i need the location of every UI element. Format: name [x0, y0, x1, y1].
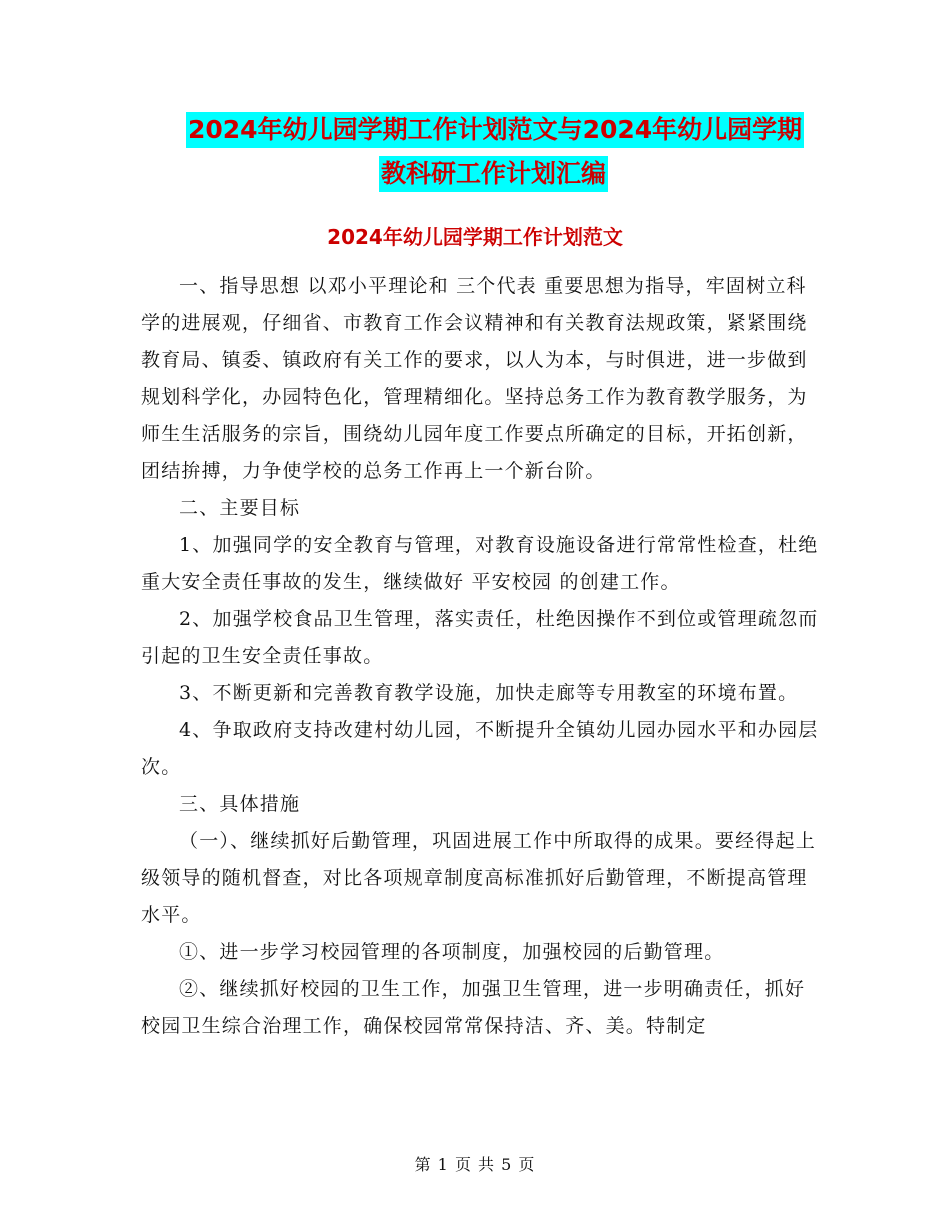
- paragraph-guiding-ideology: 一、指导思想 以邓小平理论和 三个代表 重要思想为指导，牢固树立科学的进展观，仔细省、市教育工作会议精神和有关教育法规政策，紧紧围绕教育局、镇委、镇政府有关工作的要求，以人为本，与时俱进，进一步做到规划科学化，办园特色化，管理精细化。坚持总务工作为教育教学服务，为师生生活服务的宗旨，围绕幼儿园年度工作要点所确定的目标，开拓创新，团结拚搏，力争使学校的总务工作再上一个新台阶。: [141, 275, 808, 482]
- paragraph-measures-heading: 三、具体措施: [179, 793, 301, 815]
- title-line-1: 2024年幼儿园学期工作计划范文与2024年幼儿园学期: [186, 112, 804, 148]
- paragraph-goal-2: 2、加强学校食品卫生管理，落实责任，杜绝因操作不到位或管理疏忽而引起的卫生安全责任事故。: [141, 608, 819, 667]
- section-title: 2024年幼儿园学期工作计划范文: [327, 225, 623, 249]
- paragraph-goal-3: 3、不断更新和完善教育教学设施，加快走廊等专用教室的环境布置。: [179, 682, 799, 704]
- page-footer: 第 1 页 共 5 页: [414, 1155, 536, 1174]
- paragraph-measure-1-item-2: ②、继续抓好校园的卫生工作，加强卫生管理，进一步明确责任，抓好校园卫生综合治理工作，确保校园常常保持洁、齐、美。特制定: [141, 978, 806, 1037]
- paragraph-main-goals-heading: 二、主要目标: [179, 497, 301, 519]
- paragraph-goal-4: 4、争取政府支持改建村幼儿园，不断提升全镇幼儿园办园水平和办园层次。: [141, 719, 819, 778]
- paragraph-measure-1: （一）、继续抓好后勤管理，巩固进展工作中所取得的成果。要经得起上级领导的随机督查，对比各项规章制度高标准抓好后勤管理，不断提高管理水平。: [141, 830, 816, 926]
- paragraph-measure-1-item-1: ①、进一步学习校园管理的各项制度，加强校园的后勤管理。: [179, 941, 725, 963]
- title-line-2: 教科研工作计划汇编: [379, 156, 608, 192]
- document-body: [141, 268, 821, 1045]
- paragraph-goal-1: 1、加强同学的安全教育与管理，对教育设施设备进行常常性检查，杜绝重大安全责任事故的发生，继续做好 平安校园 的创建工作。: [141, 534, 819, 593]
